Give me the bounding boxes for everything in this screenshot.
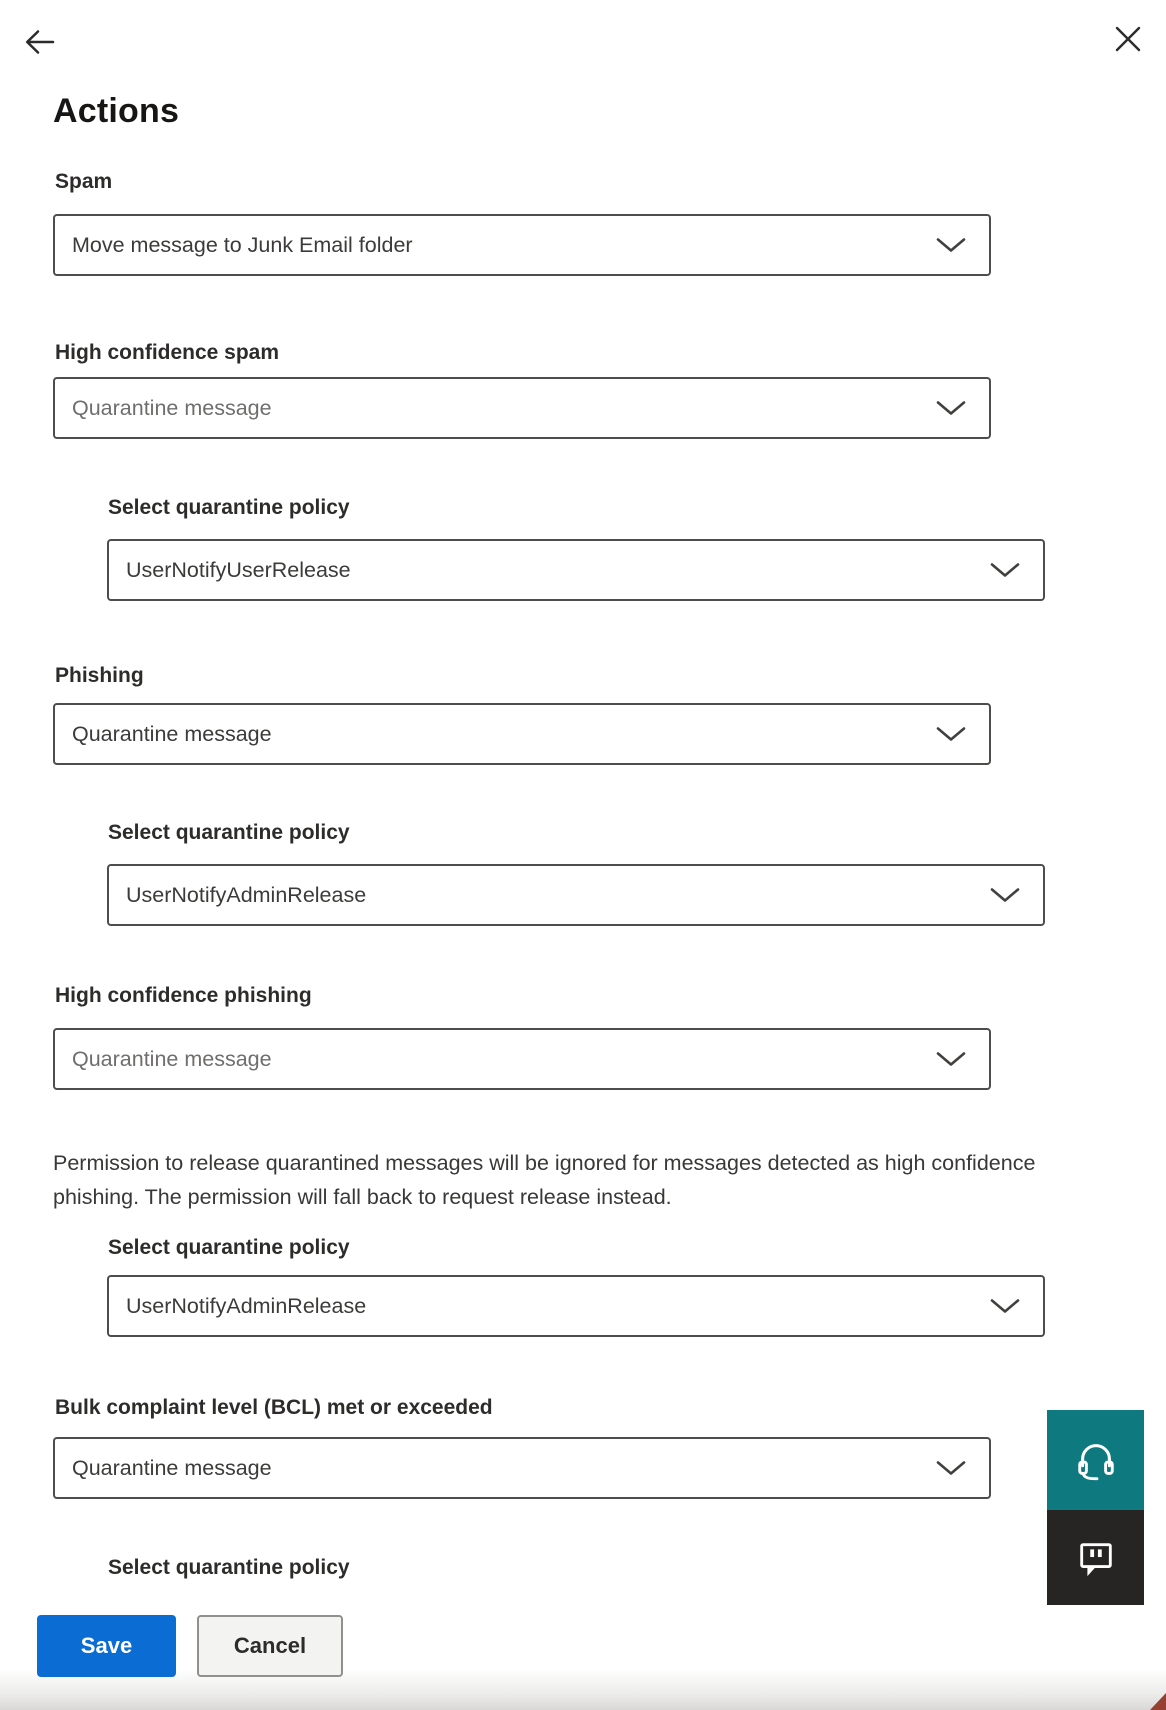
select-value: UserNotifyUserRelease: [126, 557, 351, 582]
select-value: Move message to Junk Email folder: [72, 232, 413, 257]
high-confidence-spam-action-select[interactable]: [53, 377, 991, 439]
close-button[interactable]: [1106, 18, 1150, 62]
select-value: Quarantine message: [72, 1046, 272, 1071]
spam-label: Spam: [55, 170, 113, 193]
high-confidence-phishing-action-select[interactable]: [53, 1028, 991, 1090]
back-button[interactable]: [20, 22, 60, 62]
chevron-down-icon: [935, 1460, 967, 1477]
select-value: Quarantine message: [72, 1455, 272, 1480]
feedback-icon: [1075, 1537, 1117, 1579]
phishing-quarantine-policy-label: Select quarantine policy: [108, 821, 350, 844]
bcl-label: Bulk complaint level (BCL) met or exceeded: [55, 1396, 493, 1419]
chevron-down-icon: [989, 562, 1021, 579]
feedback-button[interactable]: [1047, 1510, 1144, 1605]
chevron-down-icon: [989, 887, 1021, 904]
chevron-down-icon: [989, 1298, 1021, 1315]
help-button[interactable]: [1047, 1410, 1144, 1510]
high-confidence-spam-label: High confidence spam: [55, 341, 280, 364]
hcp-permission-note: Permission to release quarantined messages will be ignored for messages detected as high confidence phishing. The permission will fall back to request release instead.: [53, 1151, 1036, 1209]
select-value: Quarantine message: [72, 721, 272, 746]
phishing-quarantine-policy-select[interactable]: [107, 864, 1045, 926]
chevron-down-icon: [935, 400, 967, 417]
bcl-action-select[interactable]: [53, 1437, 991, 1499]
phishing-label: Phishing: [55, 664, 144, 687]
chevron-down-icon: [935, 1051, 967, 1068]
hcp-quarantine-policy-select[interactable]: [107, 1275, 1045, 1337]
hcs-quarantine-policy-label: Select quarantine policy: [108, 496, 350, 519]
phishing-action-select[interactable]: [53, 703, 991, 765]
headset-icon: [1073, 1437, 1119, 1483]
bcl-quarantine-policy-label-cutoff: Select quarantine policy: [108, 1556, 350, 1579]
chevron-down-icon: [935, 726, 967, 743]
select-value: Quarantine message: [72, 395, 272, 420]
page-title: Actions: [53, 92, 180, 130]
spam-action-select[interactable]: [53, 214, 991, 276]
save-button[interactable]: Save: [37, 1615, 176, 1677]
select-value: UserNotifyAdminRelease: [126, 1293, 367, 1318]
high-confidence-phishing-label: High confidence phishing: [55, 984, 312, 1007]
hcs-quarantine-policy-select[interactable]: [107, 539, 1045, 601]
hcp-quarantine-policy-label: Select quarantine policy: [108, 1236, 350, 1259]
chevron-down-icon: [935, 237, 967, 254]
arrow-left-icon: [20, 22, 60, 62]
select-value: UserNotifyAdminRelease: [126, 882, 367, 907]
cancel-button[interactable]: Cancel: [197, 1615, 343, 1677]
close-icon: [1106, 18, 1150, 62]
